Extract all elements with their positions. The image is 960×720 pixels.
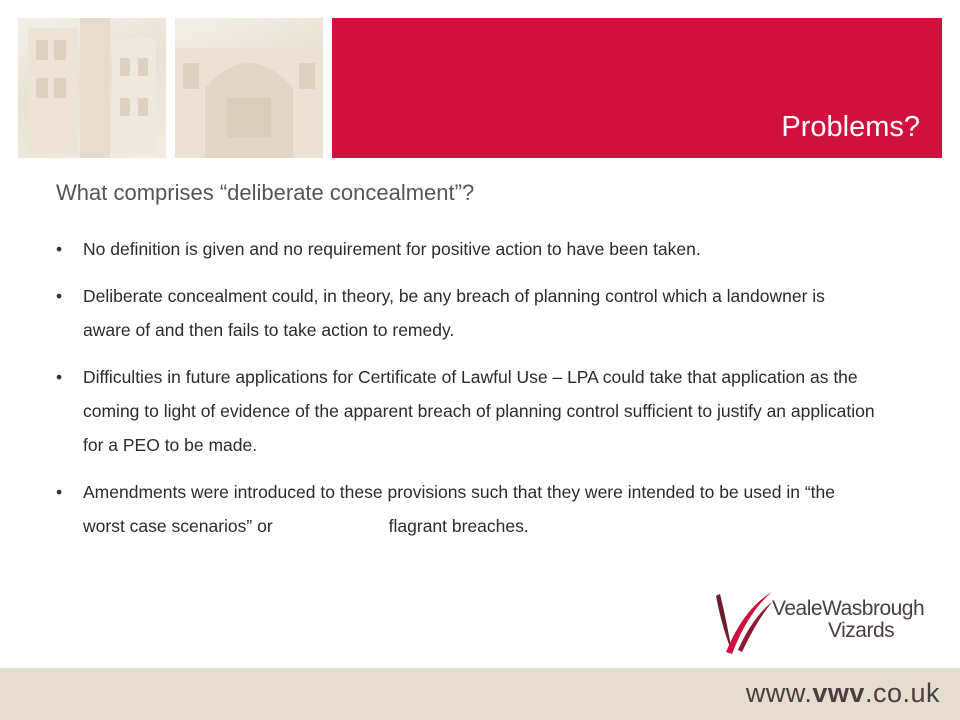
- bullet-text: Amendments were introduced to these provisions such that they were intended to be used in “the worst case scenarios” or: [83, 482, 835, 536]
- bullet-item: [56, 279, 876, 347]
- footer-url-prefix: www.: [745, 678, 813, 708]
- header-photo-facade: [175, 18, 323, 158]
- bullet-list: [56, 232, 876, 556]
- slide-title: Problems?: [781, 111, 920, 143]
- footer-url-brand: vwv: [812, 678, 865, 708]
- bullet-marker: •: [56, 239, 63, 259]
- slide-subtitle: What comprises “deliberate concealment”?: [56, 180, 475, 205]
- bullet-item: [56, 360, 876, 462]
- footer-url-suffix: .co.uk: [864, 678, 940, 708]
- logo-line-1: VealeWasbrough: [772, 597, 925, 620]
- bullet-text: Deliberate concealment could, in theory, be any breach of planning control which a landowner is aware of and then fails to take action to remedy.: [83, 286, 825, 340]
- title-banner: [332, 18, 942, 158]
- bullet-text: Difficulties in future applications for Certificate of Lawful Use – LPA could take that application as the coming to light of evidence of the apparent breach of planning control sufficient to justify an application for a PEO to be made.: [83, 367, 875, 455]
- bullet-item: [56, 475, 876, 543]
- bullet-marker: •: [56, 482, 63, 502]
- logo-line-2: Vizards: [828, 619, 895, 642]
- company-logo: [712, 588, 952, 658]
- footer-url[interactable]: [746, 678, 940, 709]
- logo-wordmark: [772, 598, 924, 642]
- bullet-text-continued: flagrant breaches.: [388, 516, 529, 536]
- header-photo-building: [18, 18, 166, 158]
- bullet-marker: •: [56, 367, 63, 387]
- footer-bar: [0, 668, 960, 720]
- bullet-marker: •: [56, 286, 63, 306]
- bullet-item: [56, 232, 876, 266]
- bullet-text: No definition is given and no requirement for positive action to have been taken.: [83, 239, 701, 259]
- vwv-swoosh-logo-icon: [712, 588, 774, 658]
